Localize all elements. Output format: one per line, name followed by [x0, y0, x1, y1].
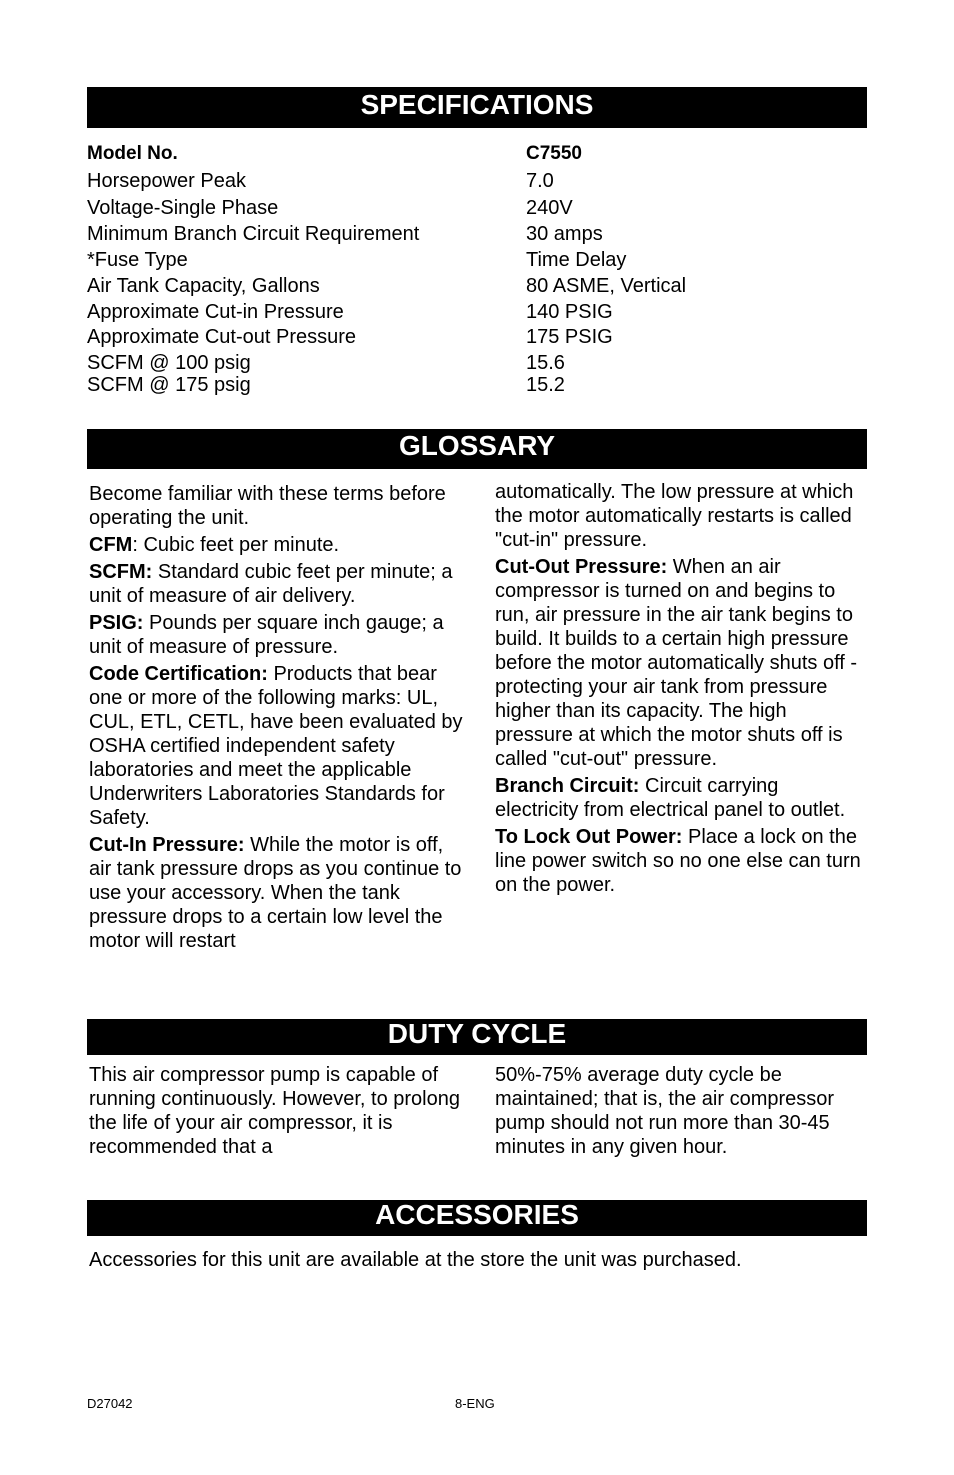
glossary-cut-in-continued: automatically. The low pressure at which the motor automatically restarts is called "cut-in" pressure. [495, 481, 854, 551]
glossary-entry-cut-in-pressure [89, 833, 464, 953]
spec-label: *Fuse Type [87, 249, 188, 271]
spec-value: 80 ASME, Vertical [526, 275, 687, 297]
glossary-heading: GLOSSARY [87, 429, 867, 469]
spec-label: Horsepower Peak [87, 170, 246, 192]
glossary-entry-scfm [89, 560, 464, 608]
spec-header-value: C7550 [526, 143, 582, 164]
glossary-term: CFM [89, 534, 133, 556]
glossary-definition: While the motor is off, air tank pressure drops as you continue to use your accessory. When the tank pressure drops to a certain low level the motor will restart [89, 834, 462, 952]
accessories-heading: ACCESSORIES [87, 1200, 867, 1236]
spec-label: Approximate Cut-in Pressure [87, 301, 344, 323]
spec-header-label: Model No. [87, 143, 178, 164]
spec-label: Approximate Cut-out Pressure [87, 326, 357, 348]
spec-value: 15.6 [526, 352, 565, 374]
page-number: 8-ENG [455, 1396, 495, 1411]
glossary-entry-code-certification [89, 662, 464, 830]
glossary-term: To Lock Out Power: [495, 826, 683, 848]
glossary-definition: Standard cubic feet per minute; a unit of measure of air delivery. [89, 561, 453, 607]
duty-cycle-right-text: 50%-75% average duty cycle be maintained; that is, the air compressor pump should not run more than 30-45 minutes in any given hour. [495, 1064, 835, 1158]
glossary-left-column [89, 482, 464, 956]
spec-label: SCFM @ 100 psig [87, 352, 251, 374]
glossary-term: PSIG: [89, 612, 144, 634]
accessories-text: Accessories for this unit are available at the store the unit was purchased. [89, 1249, 742, 1271]
glossary-definition: Place a lock on the line power switch so no one else can turn on the power. [495, 826, 861, 896]
glossary-entry-cfm [89, 533, 464, 557]
spec-value: 15.2 [526, 374, 565, 396]
glossary-term: Code Certification: [89, 663, 268, 685]
glossary-entry-cut-out-pressure [495, 555, 865, 771]
spec-value: 140 PSIG [526, 301, 613, 323]
duty-cycle-heading: DUTY CYCLE [87, 1019, 867, 1055]
glossary-term: Cut-In Pressure: [89, 834, 245, 856]
spec-value: 30 amps [526, 223, 603, 245]
spec-label: Air Tank Capacity, Gallons [87, 275, 320, 297]
glossary-term: Cut-Out Pressure: [495, 556, 668, 578]
spec-value: 7.0 [526, 170, 554, 192]
glossary-definition: : Cubic feet per minute. [132, 534, 340, 556]
glossary-definition: Products that bear one or more of the following marks: UL, CUL, ETL, CETL, have been evaluated by OSHA certified independent safety laboratories and meet the applicable Underwriters Laboratories Standards for Safety. [89, 663, 463, 829]
glossary-definition: Pounds per square inch gauge; a unit of measure of pressure. [89, 612, 444, 658]
document-code: D27042 [87, 1396, 133, 1411]
glossary-entry-psig [89, 611, 464, 659]
glossary-term: SCFM: [89, 561, 153, 583]
glossary-entry-lock-out-power [495, 825, 865, 897]
duty-cycle-left-text: This air compressor pump is capable of running continuously. However, to prolong the life of your air compressor, it is recommended that a [89, 1064, 460, 1158]
spec-value: Time Delay [526, 249, 627, 271]
glossary-definition: Circuit carrying electricity from electrical panel to outlet. [495, 775, 846, 821]
specifications-heading: SPECIFICATIONS [87, 87, 867, 128]
glossary-right-column [495, 480, 865, 900]
spec-value: 240V [526, 197, 573, 219]
glossary-definition: When an air compressor is turned on and begins to run, air pressure in the air tank begins to build. It builds to a certain high pressure before the motor automatically shuts off - protecting your air tank from pressure higher than its capacity. The high pressure at which the motor shuts off is called "cut-out" pressure. [495, 556, 858, 770]
spec-label: Voltage-Single Phase [87, 197, 279, 219]
spec-label: Minimum Branch Circuit Requirement [87, 223, 420, 245]
spec-value: 175 PSIG [526, 326, 613, 348]
glossary-entry-branch-circuit [495, 774, 865, 822]
spec-label: SCFM @ 175 psig [87, 374, 251, 396]
glossary-intro: Become familiar with these terms before operating the unit. [89, 483, 446, 529]
glossary-term: Branch Circuit: [495, 775, 640, 797]
